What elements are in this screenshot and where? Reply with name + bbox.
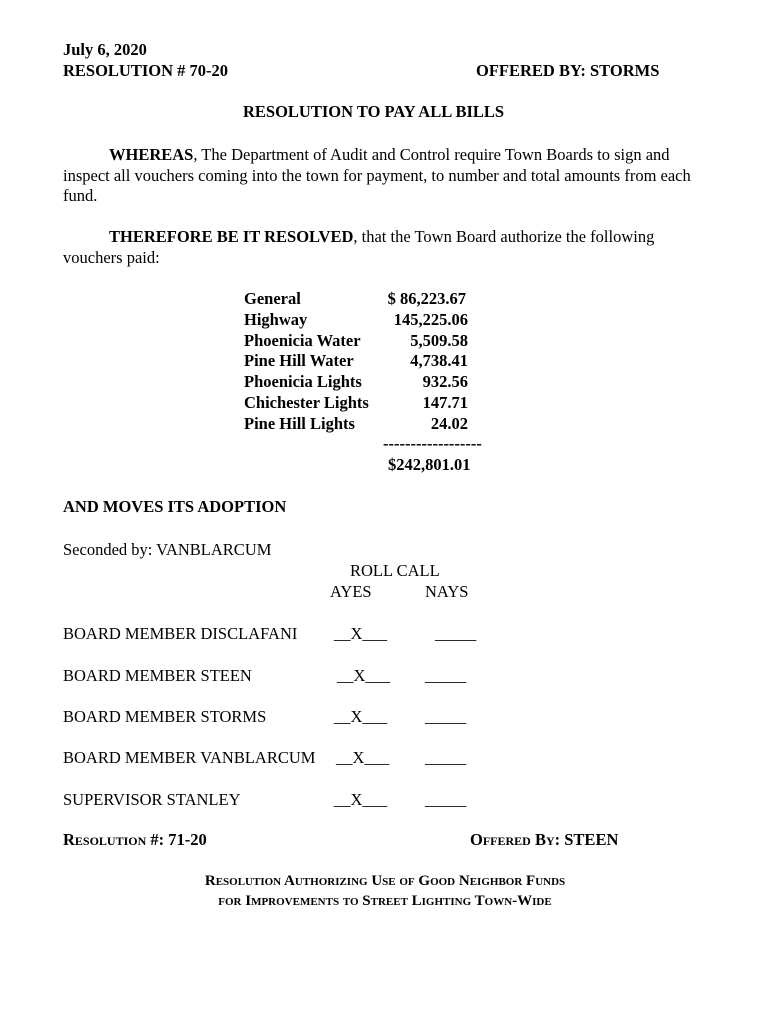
- fund-amount: $ 86,223.67: [387, 289, 466, 308]
- therefore-paragraph: [63, 227, 703, 268]
- fund-name: Pine Hill Water: [244, 351, 354, 370]
- next-resolution-title-line1: Resolution Authorizing Use of Good Neighbor Funds: [204, 873, 566, 889]
- next-resolution-title-line2: for Improvements to Street Lighting Town-Wide: [218, 893, 552, 909]
- member-aye: __X___: [337, 666, 391, 685]
- member-aye: __X___: [334, 624, 388, 643]
- fund-name: Phoenicia Water: [244, 331, 361, 350]
- member-aye: __X___: [336, 748, 390, 767]
- fund-name: Phoenicia Lights: [244, 372, 362, 391]
- nays-header: NAYS: [425, 582, 469, 601]
- whereas-text: , The Department of Audit and Control require Town Boards to sign and inspect all vouchers coming into the town for payment, to number and total amounts from each fund.: [63, 145, 691, 205]
- fund-amount: 24.02: [430, 414, 468, 433]
- ayes-header: AYES: [330, 582, 372, 601]
- resolution-title: RESOLUTION TO PAY ALL BILLS: [243, 102, 505, 121]
- member-nay: _____: [425, 666, 467, 685]
- member-name: SUPERVISOR STANLEY: [63, 790, 241, 809]
- adoption-statement: AND MOVES ITS ADOPTION: [63, 497, 287, 516]
- member-nay: _____: [435, 624, 477, 643]
- member-name: BOARD MEMBER STORMS: [63, 707, 267, 726]
- fund-amount: 5,509.58: [410, 331, 468, 350]
- fund-amount: 932.56: [422, 372, 468, 391]
- therefore-text: , that the Town Board authorize the following vouchers paid:: [63, 227, 655, 267]
- next-resolution-number: Resolution #: 71-20: [63, 830, 207, 849]
- fund-amount: 4,738.41: [410, 351, 468, 370]
- therefore-lead: THEREFORE BE IT RESOLVED: [109, 227, 354, 246]
- fund-name: General: [244, 289, 301, 308]
- member-name: BOARD MEMBER STEEN: [63, 666, 252, 685]
- offered-by: OFFERED BY: STORMS: [476, 61, 660, 80]
- total-amount: $242,801.01: [388, 455, 471, 474]
- member-aye: __X___: [334, 707, 388, 726]
- member-nay: _____: [425, 748, 467, 767]
- roll-call-title: ROLL CALL: [350, 561, 440, 580]
- member-aye: __X___: [334, 790, 388, 809]
- fund-name: Chichester Lights: [244, 393, 369, 412]
- member-nay: _____: [425, 790, 467, 809]
- member-name: BOARD MEMBER VANBLARCUM: [63, 748, 316, 767]
- fund-name: Highway: [244, 310, 308, 329]
- total-separator: ------------------: [383, 434, 482, 453]
- fund-amount: 145,225.06: [393, 310, 468, 329]
- member-name: BOARD MEMBER DISCLAFANI: [63, 624, 298, 643]
- date: July 6, 2020: [63, 40, 147, 59]
- fund-name: Pine Hill Lights: [244, 414, 355, 433]
- member-nay: _____: [425, 707, 467, 726]
- fund-amount: 147.71: [422, 393, 468, 412]
- whereas-paragraph: [63, 145, 703, 207]
- next-offered-by: Offered By: STEEN: [470, 830, 619, 849]
- seconded-by: Seconded by: VANBLARCUM: [63, 540, 272, 559]
- whereas-lead: WHEREAS: [109, 145, 194, 164]
- resolution-number: RESOLUTION # 70-20: [63, 61, 229, 80]
